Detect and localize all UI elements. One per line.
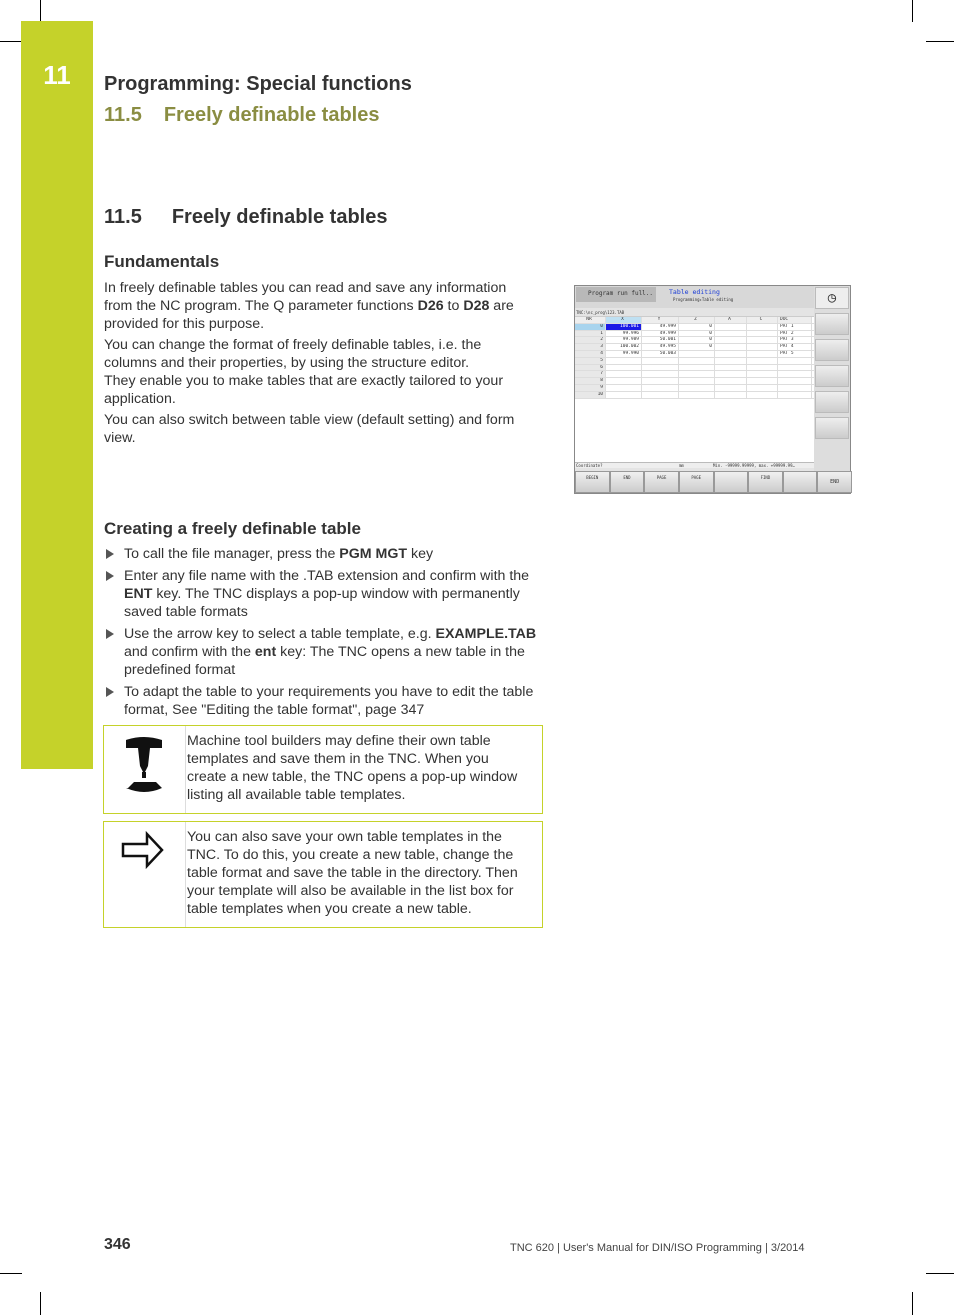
softkey[interactable]: END: [611, 472, 644, 492]
clock-icon: ◷: [815, 287, 849, 309]
note-box: [103, 821, 543, 928]
table-row[interactable]: [575, 378, 815, 385]
table-cell: 100.002: [606, 344, 642, 350]
table-row[interactable]: [575, 344, 815, 351]
table-row[interactable]: [575, 351, 815, 358]
crop-mark: [0, 41, 22, 42]
table-cell: 0: [679, 331, 715, 337]
table-cell: [715, 337, 747, 343]
column-header: NR: [575, 317, 606, 323]
table-cell: [679, 371, 715, 377]
table-cell: 50.003: [642, 351, 679, 357]
table-header: [575, 317, 815, 324]
table-cell: [606, 392, 642, 398]
table-cell: [747, 365, 778, 371]
table-row[interactable]: [575, 365, 815, 372]
table-cell: 5: [575, 358, 606, 364]
table-row[interactable]: [575, 358, 815, 365]
softkey[interactable]: [815, 339, 849, 361]
chapter-tab: [21, 21, 93, 769]
table-cell: [778, 358, 812, 364]
mode-label: Program run full..: [576, 287, 656, 302]
creating-heading: Creating a freely definable table: [104, 519, 361, 538]
table-cell: 7: [575, 371, 606, 377]
paragraph: In freely definable tables you can read and save any information from the NC program. The Q parameter functions D26 to D28 are provided for this purpose.: [104, 280, 514, 332]
table-cell: 2: [575, 337, 606, 343]
column-header: X: [606, 317, 642, 323]
table-cell: 10: [575, 392, 606, 398]
table-cell: [642, 358, 679, 364]
fundamentals-heading: Fundamentals: [104, 252, 220, 271]
table-cell: PAT 1: [778, 324, 812, 330]
softkey[interactable]: [815, 417, 849, 439]
table-cell: [642, 392, 679, 398]
table-cell: [606, 365, 642, 371]
crop-mark: [40, 1292, 41, 1315]
chapter-number: 11: [43, 60, 71, 90]
table-cell: 100.001: [606, 324, 642, 330]
table-row[interactable]: [575, 337, 815, 344]
title-bar: [575, 286, 815, 308]
softkey[interactable]: PAGE: [680, 472, 713, 492]
section-number: 11.5: [104, 206, 142, 228]
file-path: TNC:\nc_prog\123.TAB: [576, 310, 625, 315]
note-text: You can also save your own table templates in the TNC. To do this, you create a new table, change the table format and save the table in the directory. Then your template will also be available in the list box for table templates when you create a new table.: [187, 829, 518, 917]
breadcrumb: Programming▸Table editing: [673, 297, 734, 302]
crop-mark: [926, 41, 954, 42]
table-cell: [747, 392, 778, 398]
table-cell: 0: [679, 337, 715, 343]
softkey[interactable]: [815, 313, 849, 335]
column-header: DOC: [778, 317, 812, 323]
table-cell: [642, 378, 679, 384]
section-number: 11.5: [104, 104, 142, 126]
table-cell: 49.995: [642, 344, 679, 350]
table-cell: [679, 365, 715, 371]
footer-text: TNC 620 | User's Manual for DIN/ISO Programming | 3/2014: [510, 1242, 805, 1254]
table-grid: [575, 316, 815, 462]
table-cell: [747, 324, 778, 330]
machine-tool-icon: [104, 726, 186, 813]
softkey[interactable]: END: [818, 472, 851, 492]
table-cell: [715, 365, 747, 371]
list-item: Enter any file name with the .TAB extension and confirm with the ENT key. The TNC displays a pop-up window with permanently saved table formats: [104, 567, 544, 621]
table-cell: [778, 378, 812, 384]
table-cell: 49.999: [642, 331, 679, 337]
table-cell: [747, 378, 778, 384]
table-cell: [715, 344, 747, 350]
table-cell: [715, 392, 747, 398]
table-cell: [715, 351, 747, 357]
softkey[interactable]: [815, 365, 849, 387]
section-heading: [104, 206, 417, 229]
page-number: 346: [104, 1236, 131, 1253]
paragraph: You can change the format of freely definable tables, i.e. the columns and their properties, by using the structure editor.: [104, 337, 482, 371]
table-cell: PAT 3: [778, 337, 812, 343]
table-cell: [747, 371, 778, 377]
paragraph: They enable you to make tables that are exactly tailored to your application.: [104, 373, 504, 407]
table-row[interactable]: [575, 392, 815, 399]
note-text: Machine tool builders may define their own table templates and save them in the TNC. When you create a new table, the TNC opens a pop-up window listing all available table templates.: [187, 733, 518, 803]
column-header: A: [715, 317, 747, 323]
column-header: Y: [642, 317, 679, 323]
table-cell: [747, 337, 778, 343]
softkey[interactable]: FIND: [749, 472, 782, 492]
table-cell: [715, 371, 747, 377]
table-cell: 49.999: [642, 324, 679, 330]
crop-mark: [912, 0, 913, 22]
table-cell: [642, 365, 679, 371]
softkey[interactable]: [815, 391, 849, 413]
table-cell: [778, 371, 812, 377]
paragraph: You can also switch between table view (default setting) and form view.: [104, 412, 515, 446]
table-cell: 6: [575, 365, 606, 371]
crop-mark: [912, 1292, 913, 1315]
table-cell: PAT 4: [778, 344, 812, 350]
table-cell: [747, 351, 778, 357]
table-cell: [679, 392, 715, 398]
table-cell: 0: [679, 324, 715, 330]
table-cell: [606, 371, 642, 377]
crop-mark: [40, 0, 41, 22]
crop-mark: [0, 1273, 22, 1274]
tnc-screenshot: [574, 285, 851, 494]
table-cell: [679, 378, 715, 384]
status-line: Coordinate? mm Min. -99999.99999, max. +99999.99…: [575, 462, 815, 468]
column-header: Z: [679, 317, 715, 323]
softkey[interactable]: [784, 472, 817, 492]
table-row[interactable]: [575, 371, 815, 378]
steps-list: [104, 545, 544, 723]
table-cell: [747, 358, 778, 364]
section-title: Freely definable tables: [171, 206, 388, 228]
table-cell: 0: [679, 344, 715, 350]
softkey[interactable]: BEGIN: [576, 472, 609, 492]
chapter-title: Programming: Special functions: [104, 73, 412, 95]
table-cell: [715, 324, 747, 330]
table-cell: [679, 351, 715, 357]
list-item: To call the file manager, press the PGM MGT key: [104, 545, 544, 563]
table-cell: 99.989: [606, 337, 642, 343]
table-cell: [679, 358, 715, 364]
table-cell: 9: [575, 385, 606, 391]
table-cell: 0: [575, 324, 606, 330]
crop-mark: [926, 1273, 954, 1274]
note-box: [103, 725, 543, 814]
table-cell: [606, 378, 642, 384]
table-cell: [642, 385, 679, 391]
mode-title: Table editing: [669, 288, 720, 296]
table-cell: [715, 358, 747, 364]
arrow-right-icon: [104, 822, 186, 927]
table-cell: [715, 331, 747, 337]
table-cell: [778, 385, 812, 391]
list-item: Use the arrow key to select a table template, e.g. EXAMPLE.TAB and confirm with the ent key: The TNC opens a new table in the predefined format: [104, 625, 544, 679]
column-header: C: [747, 317, 778, 323]
table-cell: 1: [575, 331, 606, 337]
table-cell: 4: [575, 351, 606, 357]
table-cell: [606, 358, 642, 364]
vertical-softkeys: [814, 286, 850, 472]
softkey-bar: [575, 471, 852, 493]
table-row[interactable]: [575, 385, 815, 392]
table-cell: [606, 385, 642, 391]
table-row[interactable]: [575, 331, 815, 338]
table-cell: 8: [575, 378, 606, 384]
table-cell: [747, 385, 778, 391]
softkey[interactable]: [715, 472, 748, 492]
table-cell: [715, 378, 747, 384]
table-cell: [778, 365, 812, 371]
table-cell: 3: [575, 344, 606, 350]
fundamentals-text: [104, 279, 534, 447]
table-cell: [747, 344, 778, 350]
table-row[interactable]: [575, 324, 815, 331]
table-cell: [747, 331, 778, 337]
table-cell: PAT 2: [778, 331, 812, 337]
table-cell: PAT 5: [778, 351, 812, 357]
section-title: Freely definable tables: [163, 104, 380, 126]
table-cell: 99.996: [606, 331, 642, 337]
table-cell: 50.001: [642, 337, 679, 343]
list-item: To adapt the table to your requirements you have to edit the table format, See "Editing the table format", page 347: [104, 683, 544, 719]
softkey[interactable]: PAGE: [645, 472, 678, 492]
table-cell: [679, 385, 715, 391]
table-cell: [715, 385, 747, 391]
table-cell: [778, 392, 812, 398]
running-section-title: [104, 104, 401, 127]
table-cell: [642, 371, 679, 377]
table-cell: 99.990: [606, 351, 642, 357]
